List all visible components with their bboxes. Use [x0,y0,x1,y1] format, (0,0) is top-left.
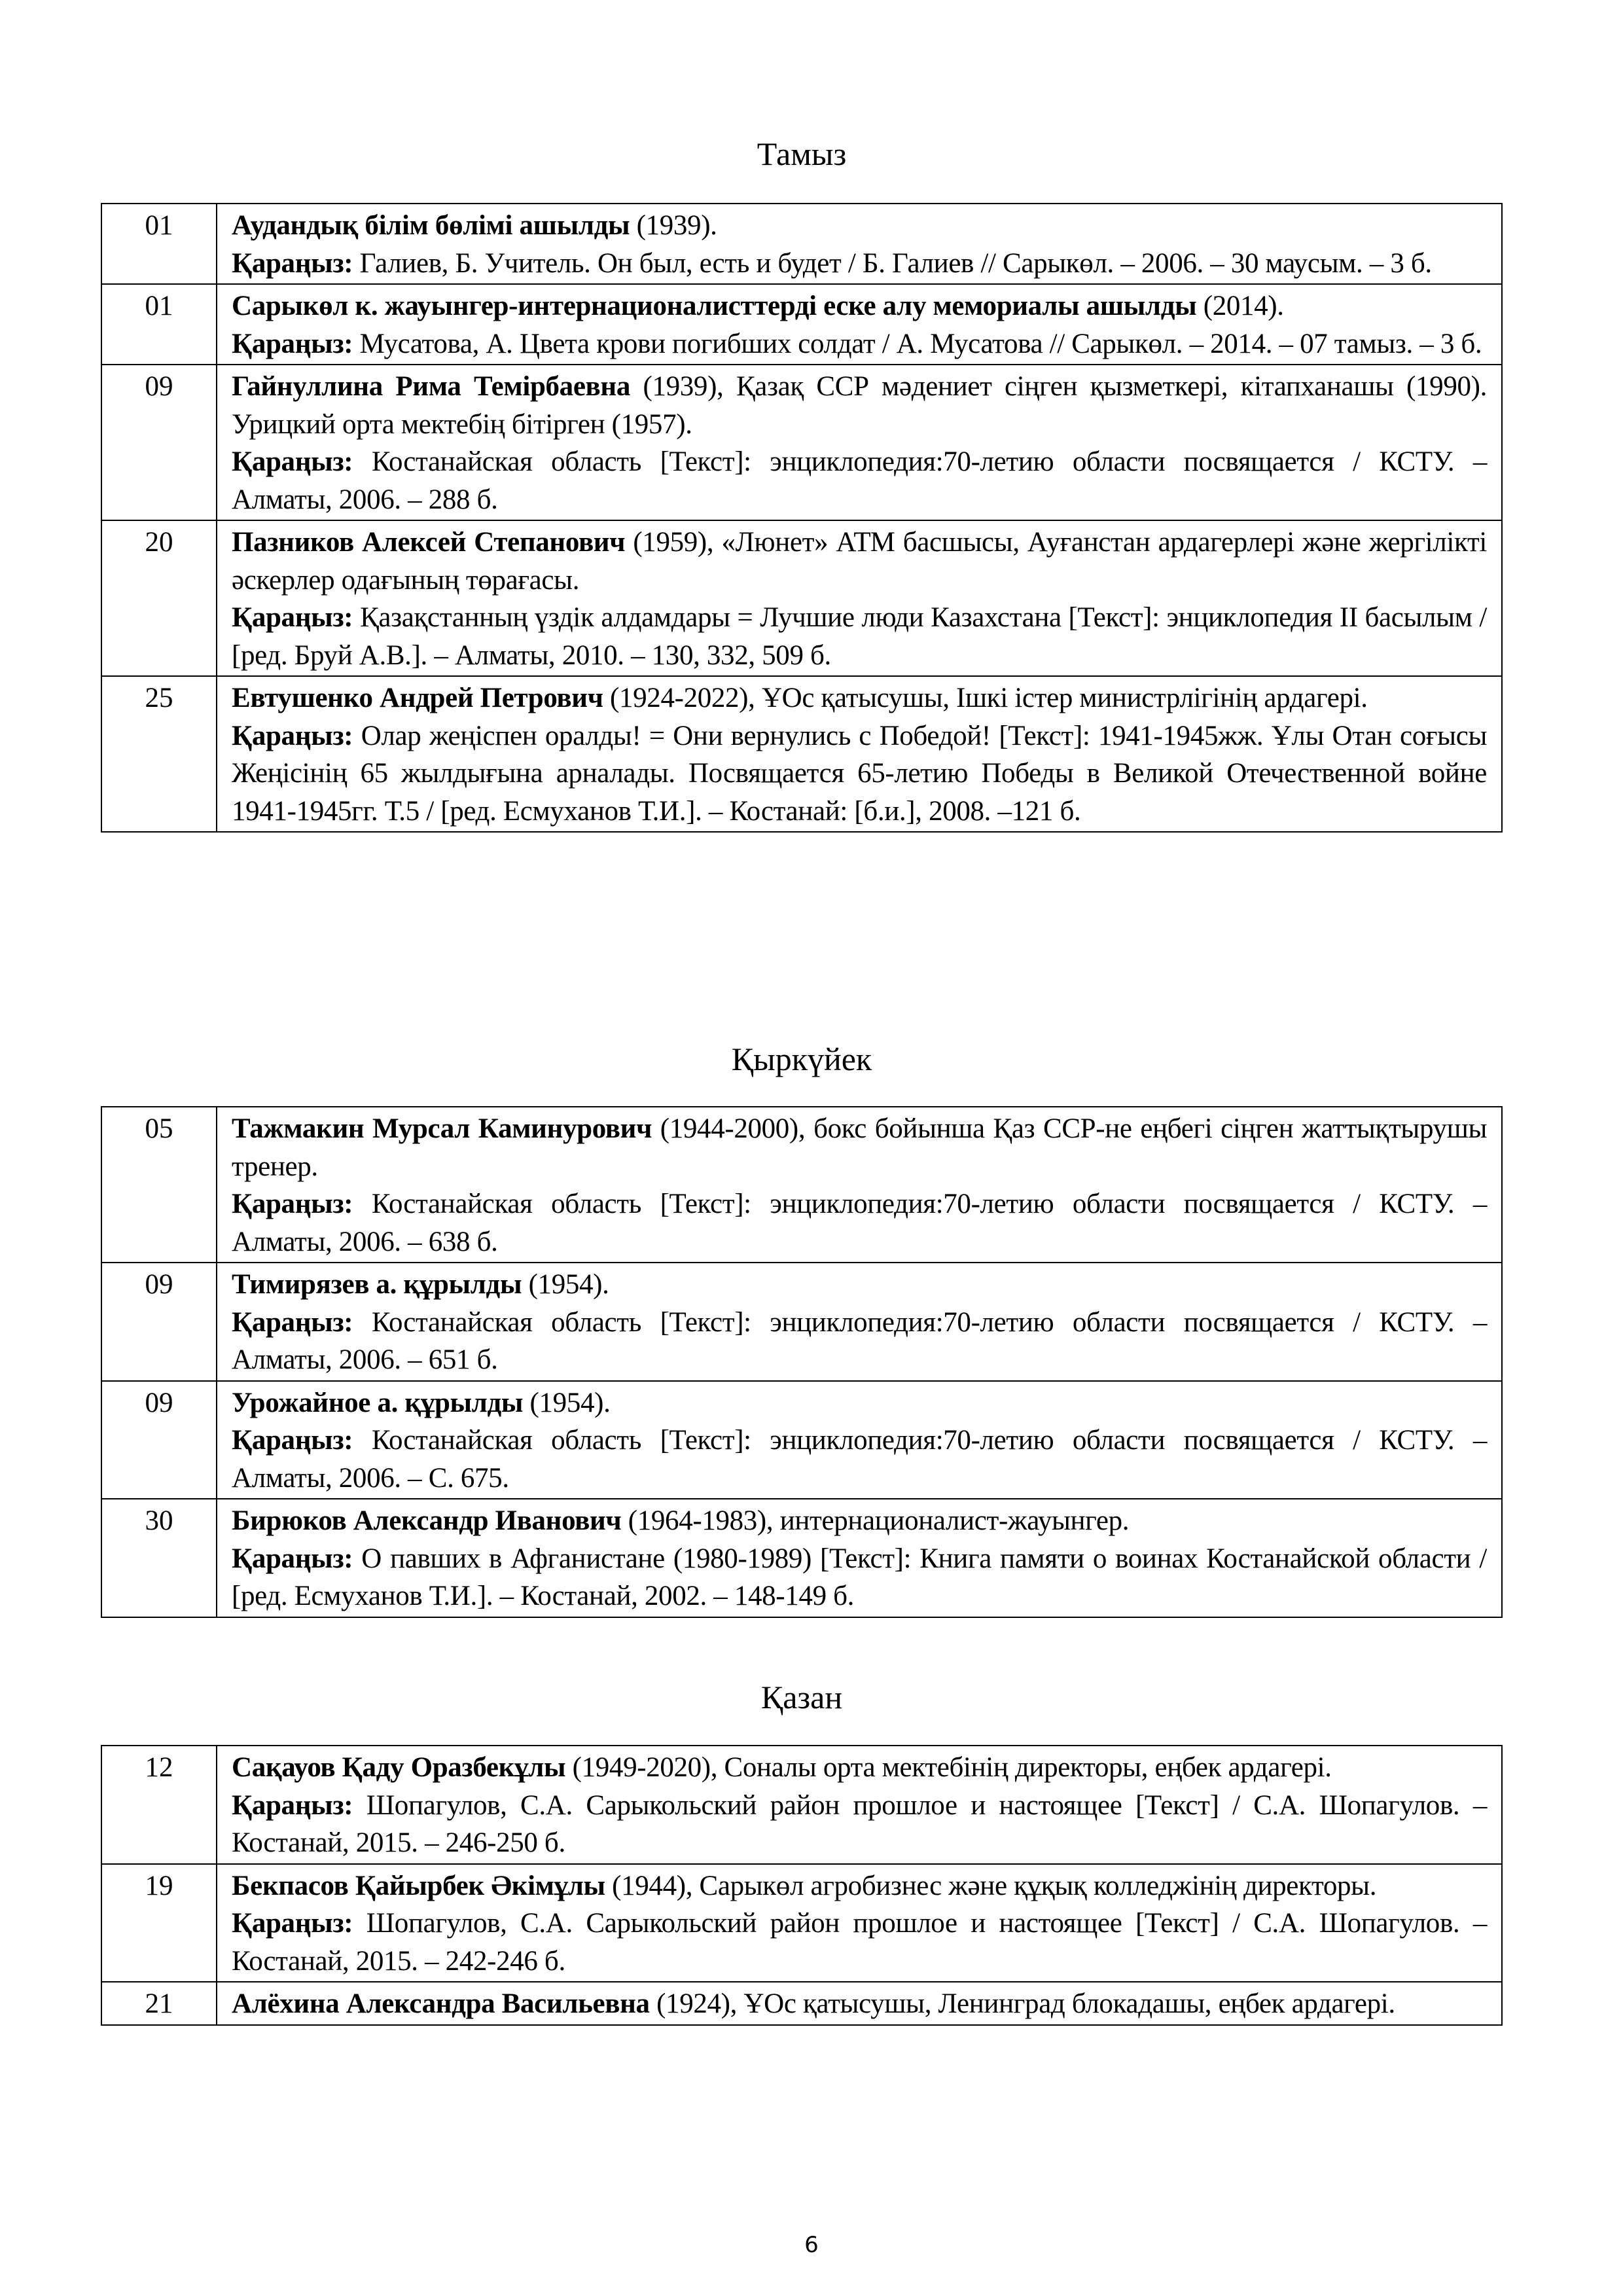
entry-description: (1959), «Люнет» АТМ басшысы, Ауғанстан ардагерлері және жергілікті әскерлер одағының төрағасы. [232,527,1487,596]
entry-content [217,1864,1502,1982]
table-row [101,520,1502,676]
entry-content [217,1499,1502,1617]
reference-label: Қараңыз: [232,446,353,477]
entry-day: 20 [101,520,217,676]
reference-text: Шопагулов, С.А. Сарыкольский район прошлое и настоящее [Текст] / С.А. Шопагулов. – Костанай, 2015. – 242-246 б. [232,1908,1487,1977]
entry-name: Урожайное а. құрылды [232,1387,524,1418]
entry-main [232,1110,1487,1185]
entry-main [232,1867,1487,1905]
reference-text: Костанайская область [Текст]: энциклопедия:70-летию области посвящается / КСТУ. – Алматы, 2006. – 638 б. [232,1189,1487,1257]
entry-description: (1939). [630,210,717,241]
entry-name: Сақауов Қаду Оразбекұлы [232,1752,566,1783]
reference-text: Олар жеңіспен оралды! = Они вернулись с Победой! [Текст]: 1941-1945жж. Ұлы Отан соғысы Жеңісінің 65 жылдығына арналады. Посвящается 65-летию Победы в Великой Отечественной войне 1941-1945гг. Т.5 / [ред. Есмуханов Т.И.]. – Костанай: [б.и.], 2008. –121 б. [232,720,1487,827]
entry-day: 12 [101,1746,217,1864]
reference-text: Мусатова, А. Цвета крови погибших солдат / А. Мусатова // Сарыкөл. – 2014. – 07 тамыз. – 3 б. [353,328,1482,359]
reference-text: Галиев, Б. Учитель. Он был, есть и будет / Б. Галиев // Сарыкөл. – 2006. – 30 маусым. – 3 б. [353,247,1432,279]
entry-reference [232,1540,1487,1615]
table-row [101,284,1502,365]
reference-text: Костанайская область [Текст]: энциклопедия:70-летию области посвящается / КСТУ. – Алматы, 2006. – 288 б. [232,446,1487,515]
entry-main [232,1266,1487,1304]
entry-reference [232,1787,1487,1862]
entry-reference [232,1422,1487,1497]
entry-reference [232,245,1487,283]
reference-label: Қараңыз: [232,247,353,279]
reference-label: Қараңыз: [232,720,353,751]
entry-main [232,679,1487,717]
entry-content [217,204,1502,284]
entry-name: Тимирязев а. құрылды [232,1269,522,1300]
entry-day: 01 [101,204,217,284]
entry-name: Алёхина Александра Васильевна [232,1988,650,2019]
table-row [101,676,1502,832]
entry-day: 01 [101,284,217,365]
entry-content [217,676,1502,832]
entry-reference [232,717,1487,831]
entry-description: (1954). [523,1387,611,1418]
entry-main [232,207,1487,245]
entry-day: 21 [101,1982,217,2025]
entry-content [217,284,1502,365]
section-title-kyrkuyek: Қыркүйек [731,1041,872,1077]
reference-label: Қараңыз: [232,1306,353,1338]
reference-label: Қараңыз: [232,1908,353,1939]
entry-reference [232,1185,1487,1261]
reference-text: Костанайская область [Текст]: энциклопедия:70-летию области посвящается / КСТУ. – Алматы, 2006. – 651 б. [232,1306,1487,1375]
entry-name: Гайнуллина Рима Темірбаевна [232,371,631,402]
entry-reference [232,325,1487,363]
calendar-table-tamyz [101,203,1503,833]
entry-reference [232,443,1487,518]
entry-day: 09 [101,1263,217,1381]
entry-description: (2014). [1196,291,1284,321]
entry-name: Бирюков Александр Иванович [232,1505,622,1536]
entry-description: (1944-2000), бокс бойынша Қаз ССР-не еңбегі сіңген жаттықтырушы тренер. [232,1113,1487,1182]
calendar-table-kyrkuyek [101,1106,1503,1618]
entry-description: (1949-2020), Соналы орта мектебінің директоры, еңбек ардагері. [565,1752,1332,1783]
reference-label: Қараңыз: [232,1189,353,1219]
entry-name: Бекпасов Қайырбек Әкімұлы [232,1870,605,1901]
table-row [101,1746,1502,1864]
calendar-table-kazan [101,1745,1503,2026]
entry-name: Аудандық білім бөлімі ашылды [232,210,630,241]
table-row [101,1381,1502,1499]
reference-label: Қараңыз: [232,1789,353,1821]
entry-content [217,1746,1502,1864]
entry-main [232,1384,1487,1422]
entry-day: 05 [101,1107,217,1263]
entry-description: (1954). [522,1269,609,1300]
entry-reference [232,1304,1487,1379]
entry-main [232,1502,1487,1540]
table-row [101,365,1502,520]
entry-content [217,1263,1502,1381]
reference-text: О павших в Афганистане (1980-1989) [Текст]: Книга памяти о воинах Костанайской области / [ред. Есмуханов Т.И.]. – Костанай, 2002. – 148-149 б. [232,1543,1487,1611]
entry-name: Сарыкөл к. жауынгер-интернационалисттерді еске алу мемориалы ашылды [232,291,1197,321]
entry-main [232,368,1487,443]
table-row [101,1499,1502,1617]
entry-description: (1944), Сарыкөл агробизнес және құқық колледжінің директоры. [605,1870,1377,1901]
entry-name: Евтушенко Андрей Петрович [232,683,603,713]
entry-description: (1939), Қазақ ССР мәдениет сіңген қызметкері, кітапханашы (1990). Урицкий орта мектебің бітірген (1957). [232,371,1487,440]
reference-label: Қараңыз: [232,1543,353,1574]
page-number: 6 [804,2232,819,2258]
reference-label: Қараңыз: [232,1425,353,1456]
entry-day: 19 [101,1864,217,1982]
entry-main [232,1985,1487,2023]
table-row [101,204,1502,284]
entry-description: (1964-1983), интернационалист-жауынгер. [621,1505,1130,1536]
entry-day: 30 [101,1499,217,1617]
table-row [101,1982,1502,2025]
section-title-kazan: Қазан [760,1679,843,1715]
reference-text: Шопагулов, С.А. Сарыкольский район прошлое и настоящее [Текст] / С.А. Шопагулов. – Костанай, 2015. – 246-250 б. [232,1789,1487,1858]
reference-text: Костанайская область [Текст]: энциклопедия:70-летию области посвящается / КСТУ. – Алматы, 2006. – С. 675. [232,1425,1487,1494]
entry-name: Пазников Алексей Степанович [232,527,626,558]
entry-main [232,524,1487,599]
entry-day: 09 [101,1381,217,1499]
entry-content [217,1982,1502,2025]
table-row [101,1263,1502,1381]
entry-description: (1924-2022), ҰОс қатысушы, Ішкі істер министрлігінің ардагері. [603,683,1368,713]
table-row [101,1864,1502,1982]
entry-main [232,1749,1487,1787]
entry-day: 09 [101,365,217,520]
section-title-tamyz: Тамыз [757,135,847,172]
reference-label: Қараңыз: [232,328,353,359]
entry-content [217,520,1502,676]
entry-description: (1924), ҰОс қатысушы, Ленинград блокадашы, еңбек ардагері. [649,1988,1395,2019]
entry-content [217,1381,1502,1499]
entry-content [217,1107,1502,1263]
entry-name: Тажмакин Мурсал Каминурович [232,1113,652,1144]
entry-main [232,287,1487,325]
entry-day: 25 [101,676,217,832]
entry-reference [232,1905,1487,1980]
entry-content [217,365,1502,520]
reference-text: Қазақстанның үздік алдамдары = Лучшие люди Казахстана [Текст]: энциклопедия II басылым / [ред. Бруй А.В.]. – Алматы, 2010. – 130, 332, 509 б. [232,602,1487,671]
table-row [101,1107,1502,1263]
entry-reference [232,599,1487,674]
reference-label: Қараңыз: [232,602,353,633]
